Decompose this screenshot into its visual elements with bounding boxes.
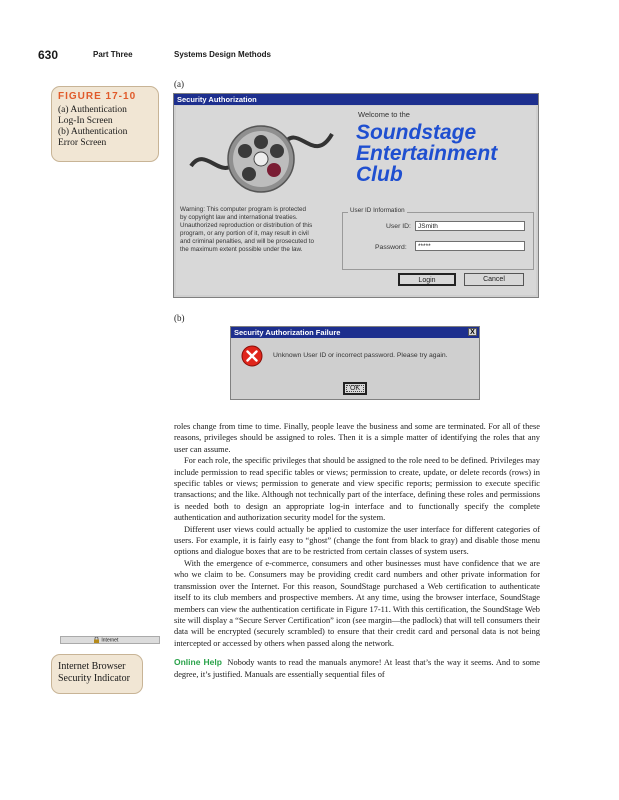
body-text <box>174 421 540 680</box>
margin-callout-line: Security Indicator <box>58 673 130 684</box>
figure-tag: FIGURE 17-10 <box>58 91 137 102</box>
error-window-title <box>231 327 479 338</box>
error-icon <box>241 345 263 367</box>
password-label: Password: <box>375 244 407 251</box>
warning-line: Warning: This computer program is protected <box>180 206 306 213</box>
ok-button[interactable]: OK <box>343 382 367 395</box>
callout-line: (a) Authentication <box>58 105 127 115</box>
figure-label-b: (b) <box>174 313 185 323</box>
copyright-warning <box>180 206 336 254</box>
online-help-text: Nobody wants to read the manuals anymore! At least that’s the way it seems. And to some degree, it’s justified. Manuals are essentially sequential files of <box>174 658 540 679</box>
film-reel-icon <box>186 114 336 200</box>
online-help-heading: Online Help <box>174 657 222 668</box>
figure-callout <box>51 86 159 162</box>
paragraph: With the emergence of e-commerce, consumers and other businesses must have confidence that we are who we claim to be. Consumers may be providing credit card numbers and other private information for transmission over the Internet. For this reason, SoundStage purchased a Web certification to authenticate itself to its club members and prospective members. At any time, using the browser interface, SoundStage members can view the authentication certificate in Figure 17-11. With this certification, the SoundStage Web site will display a “Secure Server Certification” icon (see margin—the padlock) that will tell consumers their data will be encrypted (securely scrambled) to ensure that their credit card and personal data is not being intercepted or accessed by others when passed along the network. <box>174 558 540 648</box>
margin-callout <box>51 654 143 694</box>
zone-text: Internet <box>101 637 119 644</box>
warning-line: program, or any portion of it, may result in civil <box>180 230 309 237</box>
brand-line: Club <box>356 163 403 186</box>
part-label: Part Three <box>93 50 133 59</box>
user-id-group-label: User ID Information <box>350 207 405 214</box>
warning-line: and criminal penalties, and will be prosecuted to <box>180 238 315 245</box>
login-button[interactable]: Login <box>398 273 456 286</box>
online-help-paragraph <box>174 657 540 680</box>
brand-title <box>356 122 497 185</box>
userid-label: User ID: <box>386 223 411 230</box>
padlock-icon <box>93 637 100 643</box>
callout-line: Log-In Screen <box>58 116 113 126</box>
login-window-body <box>176 106 536 295</box>
brand-line: Entertainment <box>356 142 498 165</box>
login-window-title: Security Authorization <box>174 94 538 105</box>
error-message: Unknown User ID or incorrect password. Please try again. <box>273 352 448 359</box>
error-window <box>230 326 480 400</box>
warning-line: the maximum extent possible under the law. <box>180 246 303 253</box>
browser-status-bar <box>60 636 160 644</box>
paragraph: For each role, the specific privileges that should be assigned to the role need to be defined. Privileges may include permission to read specific tables or views; permission to create, update, or delete records (rows) in specific tables or views; permission to generate and view specific reports; permission to execute specific transactions; and the like. Although not technically part of the interface, defining these roles and permissions is needed both to design an appropriate log-in interface and to functionally specify the complete authentication and authorization security model for the system. <box>174 456 540 523</box>
margin-callout-line: Internet Browser <box>58 661 126 672</box>
running-title: Systems Design Methods <box>174 50 271 59</box>
close-icon[interactable]: X <box>468 328 477 336</box>
callout-line: (b) Authentication <box>58 127 128 137</box>
login-window <box>173 93 539 298</box>
paragraph: Different user views could actually be applied to customize the user interface for different categories of users. For example, it is fairly easy to “ghost” (change the font from black to gray) and disable those menu options and dialogue boxes that are to be restricted from certain classes of system users. <box>174 524 540 557</box>
userid-input[interactable]: JSmith <box>415 221 525 231</box>
error-window-title-text: Security Authorization Failure <box>234 328 341 337</box>
warning-line: by copyright law and international treaties. <box>180 214 298 221</box>
page-number: 630 <box>38 48 59 62</box>
password-input[interactable]: ***** <box>415 241 525 251</box>
callout-line: Error Screen <box>58 138 107 148</box>
welcome-text: Welcome to the <box>358 110 410 119</box>
figure-label-a: (a) <box>174 79 184 89</box>
paragraph: roles change from time to time. Finally, people leave the business and some are terminated. For all of these reasons, privileges should be assigned to roles. Then it is a simple matter of identifying the roles that any user can assume. <box>174 422 540 454</box>
cancel-button[interactable]: Cancel <box>464 273 524 286</box>
warning-line: Unauthorized reproduction or distribution of this <box>180 222 313 229</box>
brand-line: Soundstage <box>356 121 477 144</box>
